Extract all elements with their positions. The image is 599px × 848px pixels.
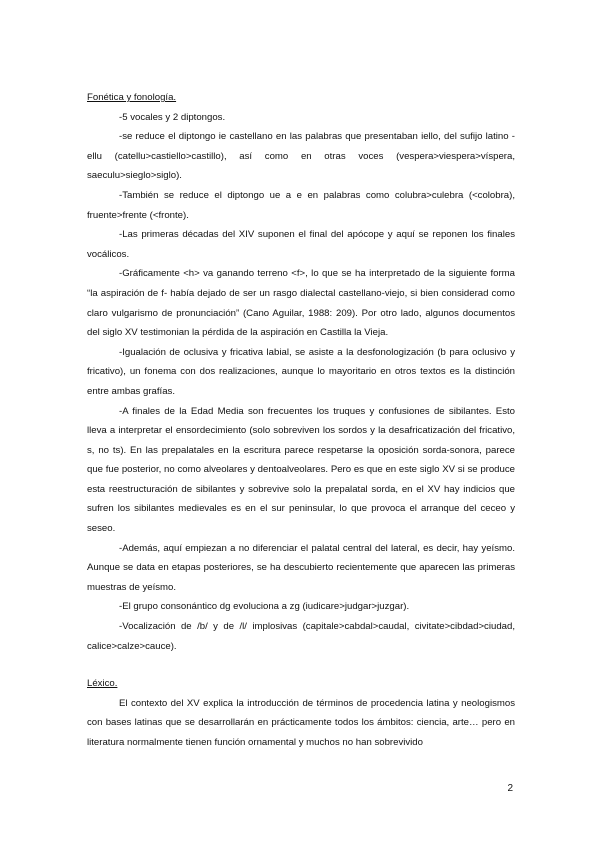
paragraph: -Vocalización de /b/ y de /l/ implosivas (capitale>cabdal>caudal, civitate>cibdad>ciudad, calice>calze>cauce). bbox=[87, 621, 515, 652]
section-heading-fonetica: Fonética y fonología. bbox=[87, 92, 177, 103]
paragraph: -A finales de la Edad Media son frecuentes los truques y confusiones de sibilantes. Esto lleva a interpretar el ensordecimiento (solo sobreviven los sordos y la desafricatización del fricativo, s, no ts). En las prepalatales en la escritura parece respetarse la oposición sorda-sonora, parece que fue posterior, no como alveolares y dentoalveolares. Pero es que en este siglo XV si se produce esta reestructuración de sibilantes y sobrevive solo la prepalatal sorda, en el XV hay indicios que sufren los sibilantes medievales es en el sur peninsular, lo que provoca el arranque del ceceo y seseo. bbox=[87, 405, 515, 535]
paragraph: -Igualación de oclusiva y fricativa labial, se asiste a la desfonologización (b para oclusivo y fricativo), un fonema con dos realizaciones, aunque lo mayoritario en otros textos es la distinción entre ambas grafías. bbox=[87, 346, 515, 397]
paragraph: -Además, aquí empiezan a no diferenciar el palatal central del lateral, es decir, hay yeísmo. Aunque se data en etapas posteriores, se ha descubierto recientemente que aparecen las primeras muestras de yeísmo. bbox=[87, 542, 515, 593]
paragraph: -se reduce el diptongo ie castellano en las palabras que presentaban iello, del sufijo latino -ellu (catellu>castiello>castillo), así como en otras voces (vespera>viespera>víspera, saeculu>sieglo>siglo). bbox=[87, 131, 515, 182]
paragraph: -También se reduce el diptongo ue a e en palabras como colubra>culebra (<colobra), fruente>frente (<fronte). bbox=[87, 189, 515, 221]
page-number: 2 bbox=[507, 783, 513, 794]
paragraph: -Las primeras décadas del XIV suponen el final del apócope y aquí se reponen los finales vocálicos. bbox=[87, 229, 515, 260]
paragraph: El contexto del XV explica la introducción de términos de procedencia latina y neologismos con bases latinas que se desarrollarán en prácticamente todos los ámbitos: ciencia, arte… pero en literatura normalmente tienen función ornamental y muchos no han sobrevivido bbox=[87, 697, 515, 748]
section-spacer bbox=[87, 656, 515, 674]
paragraph: -Gráficamente <h> va ganando terreno <f>, lo que se ha interpretado de la siguiente forma “la aspiración de f- había dejado de ser un rasgo dialectal castellano-viejo, si bien considerad como claro vulgarismo de pronunciación” (Cano Aguilar, 1988: 209). Por otro lado, algunos documentos del siglo XV testimonian la pérdida de la aspiración en Castilla la Vieja. bbox=[87, 268, 515, 339]
paragraph: -El grupo consonántico dg evoluciona a zg (iudicare>judgar>juzgar). bbox=[119, 601, 410, 613]
section-heading-lexico: Léxico. bbox=[87, 678, 118, 690]
paragraph: -5 vocales y 2 diptongos. bbox=[119, 111, 226, 123]
page-content bbox=[87, 88, 515, 753]
